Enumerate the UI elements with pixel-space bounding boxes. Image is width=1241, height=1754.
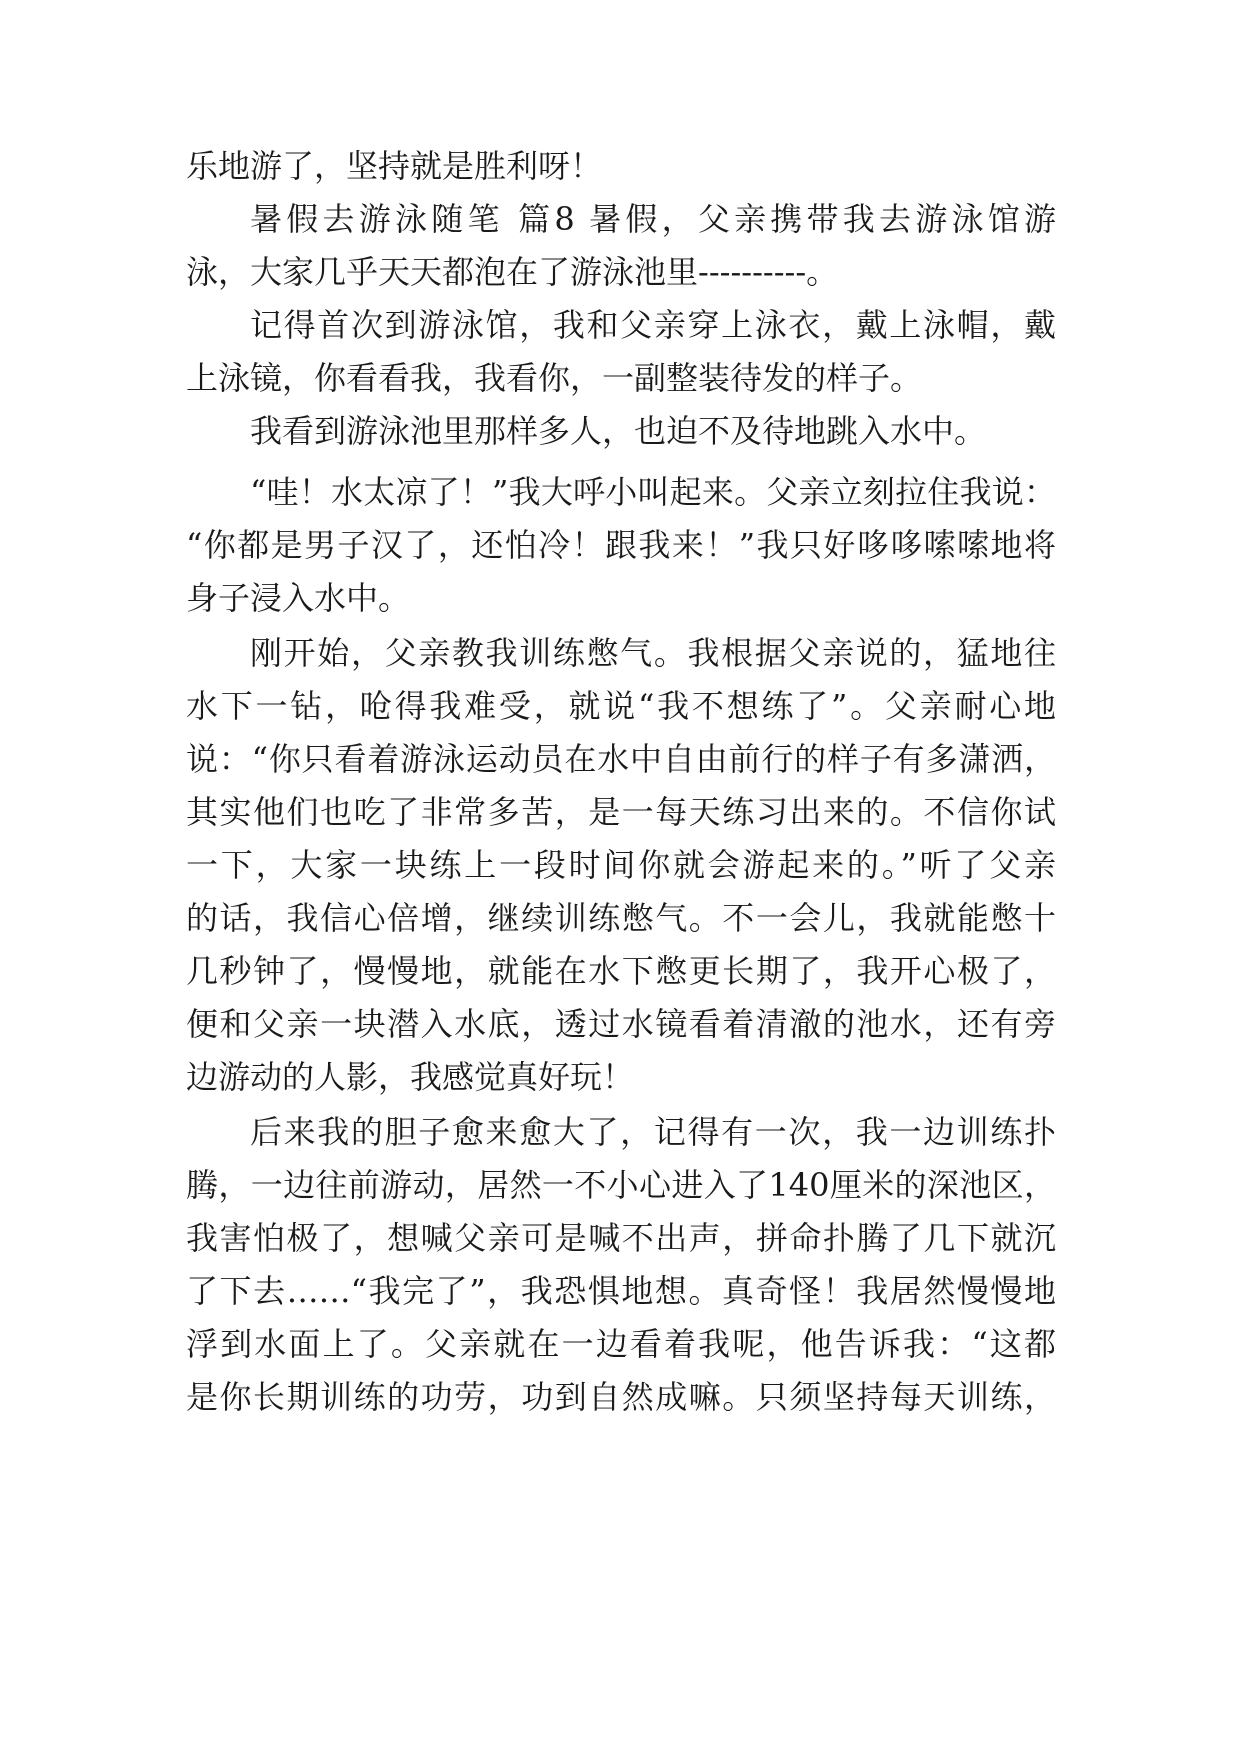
text-line: 浮到水面上了。父亲就在一边看着我呢，他告诉我：“这都 bbox=[186, 1325, 1056, 1363]
text-line: 一下，大家一块练上一段时间你就会游起来的。”听了父亲 bbox=[186, 846, 1056, 884]
text-line: 说：“你只看着游泳运动员在水中自由前行的样子有多潇洒， bbox=[186, 740, 1056, 778]
text-line: “哇！水太凉了！”我大呼小叫起来。父亲立刻拉住我说： bbox=[250, 473, 1056, 511]
text-line: 了下去……“我完了”，我恐惧地想。真奇怪！我居然慢慢地 bbox=[186, 1272, 1056, 1310]
text-line: 乐地游了，坚持就是胜利呀！ bbox=[186, 147, 603, 185]
text-line: 我害怕极了，想喊父亲可是喊不出声，拼命扑腾了几下就沉 bbox=[186, 1219, 1056, 1257]
text-line: 是你长期训练的功劳，功到自然成嘛。只须坚持每天训练， bbox=[186, 1378, 1056, 1416]
text-line: 其实他们也吃了非常多苦，是一每天练习出来的。不信你试 bbox=[186, 793, 1056, 831]
text-line: 便和父亲一块潜入水底，透过水镜看着清澈的池水，还有旁 bbox=[186, 1005, 1056, 1043]
text-line: 暑假去游泳随笔 篇8 暑假，父亲携带我去游泳馆游 bbox=[250, 200, 1056, 238]
text-line: 刚开始，父亲教我训练憋气。我根据父亲说的，猛地往 bbox=[250, 634, 1056, 672]
text-line: 记得首次到游泳馆，我和父亲穿上泳衣，戴上泳帽，戴 bbox=[250, 306, 1056, 344]
text-line: 几秒钟了，慢慢地，就能在水下憋更长期了，我开心极了， bbox=[186, 952, 1056, 990]
text-line: 身子浸入水中。 bbox=[186, 579, 411, 617]
text-line: 水下一钻，呛得我难受，就说“我不想练了”。父亲耐心地 bbox=[186, 687, 1056, 725]
text-line: 的话，我信心倍增，继续训练憋气。不一会儿，我就能憋十 bbox=[186, 899, 1056, 937]
text-line: 泳，大家几乎天天都泡在了游泳池里----------。 bbox=[186, 253, 839, 291]
text-line: “你都是男子汉了，还怕冷！跟我来！”我只好哆哆嗦嗦地将 bbox=[186, 526, 1056, 564]
text-line: 腾，一边往前游动，居然一不小心进入了140厘米的深池区， bbox=[186, 1166, 1056, 1204]
text-line: 上泳镜，你看看我，我看你，一副整装待发的样子。 bbox=[186, 359, 923, 397]
text-line: 我看到游泳池里那样多人，也迫不及待地跳入水中。 bbox=[250, 412, 987, 450]
text-line: 后来我的胆子愈来愈大了，记得有一次，我一边训练扑 bbox=[250, 1113, 1056, 1151]
text-line: 边游动的人影，我感觉真好玩！ bbox=[186, 1058, 635, 1096]
